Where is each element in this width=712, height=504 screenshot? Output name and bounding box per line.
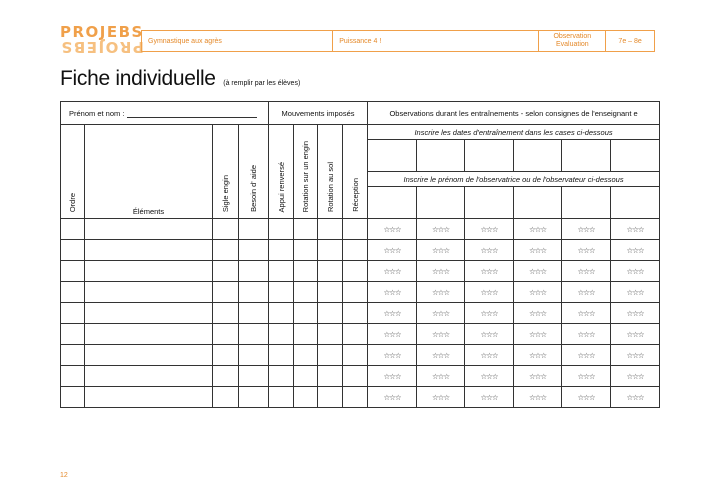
rotation-engin-cell[interactable] [294,345,318,366]
reception-cell[interactable] [343,240,368,261]
observer-cell[interactable] [417,187,465,219]
star-rating-cell[interactable]: ☆☆☆ [611,282,660,303]
star-rating-cell[interactable]: ☆☆☆ [368,387,417,408]
sigle-cell[interactable] [213,219,239,240]
star-rating-cell[interactable]: ☆☆☆ [562,324,611,345]
star-rating-cell[interactable]: ☆☆☆ [465,240,514,261]
rotation-engin-cell[interactable] [294,282,318,303]
element-cell[interactable] [85,240,213,261]
star-rating-cell[interactable]: ☆☆☆ [514,366,562,387]
rotation-sol-cell[interactable] [318,387,343,408]
rotation-engin-cell[interactable] [294,261,318,282]
star-rating-cell[interactable]: ☆☆☆ [611,303,660,324]
header-grade: 7e – 8e [618,37,642,45]
header-level: Puissance 4 ! [333,31,539,51]
date-cell[interactable] [465,140,514,172]
order-cell[interactable] [61,366,85,387]
appui-cell[interactable] [269,324,294,345]
date-cell[interactable] [611,140,660,172]
rotation-sol-cell[interactable] [318,303,343,324]
rotation-engin-cell[interactable] [294,240,318,261]
star-rating-cell[interactable]: ☆☆☆ [562,282,611,303]
header-bar [141,30,655,52]
individual-sheet-table [60,101,660,408]
element-cell[interactable] [85,261,213,282]
star-rating-cell[interactable]: ☆☆☆ [514,219,562,240]
title-subtitle: (à remplir par les élèves) [223,80,301,87]
col-rotation-engin-header: Rotation sur un engin [294,125,318,219]
rotation-engin-cell[interactable] [294,219,318,240]
sigle-cell[interactable] [213,282,239,303]
rotation-sol-cell[interactable] [318,345,343,366]
rotation-engin-cell[interactable] [294,387,318,408]
star-rating-cell[interactable]: ☆☆☆ [514,282,562,303]
star-rating-cell[interactable]: ☆☆☆ [562,219,611,240]
observer-cell[interactable] [368,187,417,219]
order-cell[interactable] [61,261,85,282]
star-rating-cell[interactable]: ☆☆☆ [514,324,562,345]
reception-cell[interactable] [343,282,368,303]
star-rating-cell[interactable]: ☆☆☆ [368,303,417,324]
star-rating-cell[interactable]: ☆☆☆ [417,261,465,282]
table-row [61,219,660,240]
order-cell[interactable] [61,324,85,345]
logo-text-mirrored: PROJEBS [60,38,144,56]
dates-instruction: Inscrire les dates d'entraînement dans les cases ci-dessous [368,125,660,140]
star-rating-cell[interactable]: ☆☆☆ [465,219,514,240]
order-cell[interactable] [61,303,85,324]
star-rating-cell[interactable]: ☆☆☆ [368,366,417,387]
star-rating-cell[interactable]: ☆☆☆ [465,345,514,366]
table-row [61,387,660,408]
star-rating-cell[interactable]: ☆☆☆ [562,345,611,366]
star-rating-cell[interactable]: ☆☆☆ [368,240,417,261]
appui-cell[interactable] [269,387,294,408]
star-rating-cell[interactable]: ☆☆☆ [611,219,660,240]
star-rating-cell[interactable]: ☆☆☆ [417,240,465,261]
reception-cell[interactable] [343,387,368,408]
star-rating-cell[interactable]: ☆☆☆ [368,219,417,240]
rotation-engin-cell[interactable] [294,324,318,345]
col-order-header: Ordre [61,125,85,219]
star-rating-cell[interactable]: ☆☆☆ [465,366,514,387]
star-rating-cell[interactable]: ☆☆☆ [465,261,514,282]
appui-cell[interactable] [269,240,294,261]
besoin-cell[interactable] [239,324,269,345]
star-rating-cell[interactable]: ☆☆☆ [417,345,465,366]
rotation-sol-cell[interactable] [318,282,343,303]
table-row [61,261,660,282]
star-rating-cell[interactable]: ☆☆☆ [562,303,611,324]
sigle-cell[interactable] [213,261,239,282]
element-cell[interactable] [85,387,213,408]
sigle-cell[interactable] [213,240,239,261]
observer-cell[interactable] [562,187,611,219]
star-rating-cell[interactable]: ☆☆☆ [368,345,417,366]
logo-text: PROJEBS [60,23,144,41]
element-cell[interactable] [85,219,213,240]
star-rating-cell[interactable]: ☆☆☆ [611,261,660,282]
besoin-cell[interactable] [239,345,269,366]
table-row [61,282,660,303]
table-row [61,345,660,366]
appui-cell[interactable] [269,219,294,240]
element-cell[interactable] [85,345,213,366]
reception-cell[interactable] [343,324,368,345]
element-cell[interactable] [85,366,213,387]
besoin-cell[interactable] [239,366,269,387]
col-elements-header: Éléments [85,125,213,219]
sigle-cell[interactable] [213,303,239,324]
star-rating-cell[interactable]: ☆☆☆ [465,282,514,303]
star-rating-cell[interactable]: ☆☆☆ [465,303,514,324]
imposed-movements-header: Mouvements imposés [269,102,368,125]
star-rating-cell[interactable]: ☆☆☆ [368,261,417,282]
header-evaluation: Evaluation [555,41,589,48]
star-rating-cell[interactable]: ☆☆☆ [368,282,417,303]
sigle-cell[interactable] [213,387,239,408]
observer-cell[interactable] [611,187,660,219]
order-cell[interactable] [61,282,85,303]
star-rating-cell[interactable]: ☆☆☆ [562,366,611,387]
star-rating-cell[interactable]: ☆☆☆ [417,387,465,408]
star-rating-cell[interactable]: ☆☆☆ [562,387,611,408]
table-row [61,240,660,261]
date-cell[interactable] [562,140,611,172]
name-field[interactable] [61,102,269,125]
star-rating-cell[interactable]: ☆☆☆ [368,324,417,345]
sigle-cell[interactable] [213,324,239,345]
rotation-sol-cell[interactable] [318,219,343,240]
star-rating-cell[interactable]: ☆☆☆ [514,303,562,324]
order-cell[interactable] [61,240,85,261]
star-rating-cell[interactable]: ☆☆☆ [514,240,562,261]
star-rating-cell[interactable]: ☆☆☆ [562,261,611,282]
appui-cell[interactable] [269,345,294,366]
element-cell[interactable] [85,282,213,303]
besoin-cell[interactable] [239,303,269,324]
besoin-cell[interactable] [239,387,269,408]
star-rating-cell[interactable]: ☆☆☆ [417,282,465,303]
table-row [61,366,660,387]
star-rating-cell[interactable]: ☆☆☆ [514,345,562,366]
star-rating-cell[interactable]: ☆☆☆ [417,219,465,240]
rotation-sol-cell[interactable] [318,240,343,261]
rotation-sol-cell[interactable] [318,366,343,387]
star-rating-cell[interactable]: ☆☆☆ [465,324,514,345]
title-main: Fiche individuelle [60,67,216,90]
col-besoin-header: Besoin d' aide [239,125,269,219]
star-rating-cell[interactable]: ☆☆☆ [514,261,562,282]
name-label: Prénom et nom : [69,108,125,118]
star-rating-cell[interactable]: ☆☆☆ [611,366,660,387]
appui-cell[interactable] [269,282,294,303]
rotation-sol-cell[interactable] [318,324,343,345]
star-rating-cell[interactable]: ☆☆☆ [562,240,611,261]
col-rotation-sol-header: Rotation au sol [318,125,343,219]
observations-header: Observations durant les entraînements - selon consignes de l'enseignant e [368,102,660,125]
reception-cell[interactable] [343,366,368,387]
header-subject: Gymnastique aux agrès [142,31,333,51]
observer-cell[interactable] [465,187,514,219]
order-cell[interactable] [61,387,85,408]
date-cell[interactable] [417,140,465,172]
name-underline [127,110,257,118]
besoin-cell[interactable] [239,261,269,282]
reception-cell[interactable] [343,303,368,324]
page-number: 12 [60,472,68,479]
reception-cell[interactable] [343,261,368,282]
star-rating-cell[interactable]: ☆☆☆ [417,324,465,345]
sigle-cell[interactable] [213,345,239,366]
projebs-logo [60,23,144,56]
star-rating-cell[interactable]: ☆☆☆ [611,240,660,261]
star-rating-cell[interactable]: ☆☆☆ [611,345,660,366]
appui-cell[interactable] [269,303,294,324]
rotation-sol-cell[interactable] [318,261,343,282]
col-appui-header: Appui renversé [269,125,294,219]
col-reception-header: Réception [343,125,368,219]
appui-cell[interactable] [269,366,294,387]
element-cell[interactable] [85,324,213,345]
col-sigle-header: Sigle engin [213,125,239,219]
star-rating-cell[interactable]: ☆☆☆ [514,387,562,408]
besoin-cell[interactable] [239,240,269,261]
star-rating-cell[interactable]: ☆☆☆ [417,366,465,387]
order-cell[interactable] [61,219,85,240]
date-cell[interactable] [368,140,417,172]
appui-cell[interactable] [269,261,294,282]
rotation-engin-cell[interactable] [294,366,318,387]
besoin-cell[interactable] [239,282,269,303]
besoin-cell[interactable] [239,219,269,240]
star-rating-cell[interactable]: ☆☆☆ [417,303,465,324]
observer-cell[interactable] [514,187,562,219]
star-rating-cell[interactable]: ☆☆☆ [611,387,660,408]
table-row [61,303,660,324]
page-title [60,67,300,91]
date-cell[interactable] [514,140,562,172]
sigle-cell[interactable] [213,366,239,387]
star-rating-cell[interactable]: ☆☆☆ [611,324,660,345]
reception-cell[interactable] [343,219,368,240]
table-row [61,324,660,345]
header-observation: Observation [553,33,592,40]
observer-instruction: Inscrire le prénom de l'observatrice ou de l'observateur ci-dessous [368,172,660,187]
star-rating-cell[interactable]: ☆☆☆ [465,387,514,408]
header-mode [539,31,606,51]
reception-cell[interactable] [343,345,368,366]
order-cell[interactable] [61,345,85,366]
rotation-engin-cell[interactable] [294,303,318,324]
element-cell[interactable] [85,303,213,324]
